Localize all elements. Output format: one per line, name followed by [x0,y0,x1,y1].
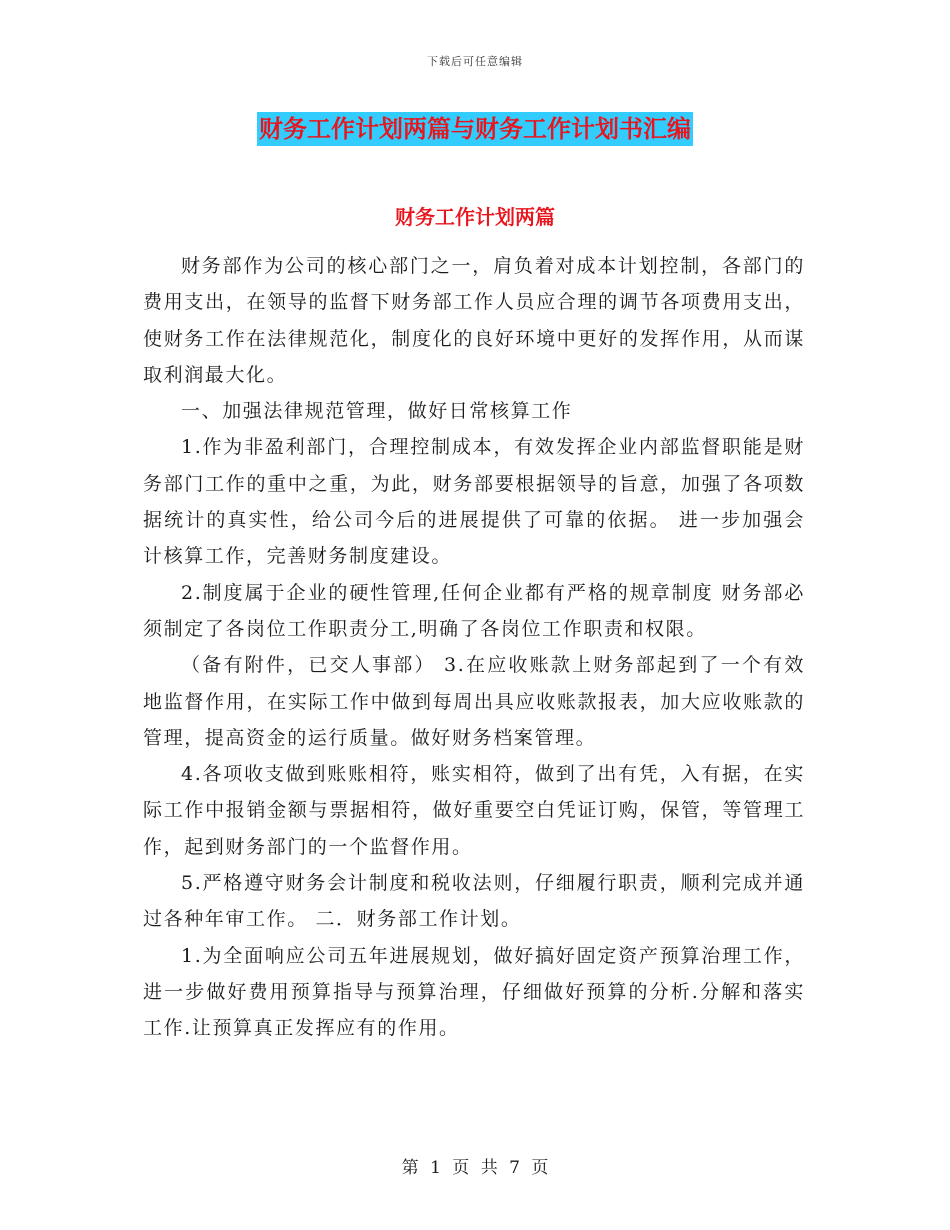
paragraph-item-5: 5.严格遵守财务会计制度和税收法则，仔细履行职责，顺利完成并通过各种年审工作。 二．财务部工作计划。 [143,872,805,931]
paragraph-item-2: 2.制度属于企业的硬性管理,任何企业都有严格的规章制度 财务部必须制定了各岗位工作职责分工,明确了各岗位工作职责和权限。 [143,581,805,640]
page-footer: 第 1 页 共 7 页 [401,1158,549,1178]
paragraph-item-4: 4.各项收支做到账账相符，账实相符，做到了出有凭，入有据，在实际工作中报销金额与票据相符，做好重要空白凭证订购，保管，等管理工作，起到财务部门的一个监督作用。 [143,763,805,858]
paragraph-item-3: （备有附件，已交人事部） 3.在应收账款上财务部起到了一个有效地监督作用，在实际工作中做到每周出具应收账款报表，加大应收账款的管理，提高资金的运行质量。做好财务档案管理。 [143,654,805,749]
main-title-container [0,112,950,146]
header-note: 下载后可任意编辑 [427,55,523,68]
document-body [143,248,805,1047]
paragraph-intro: 财务部作为公司的核心部门之一，肩负着对成本计划控制，各部门的费用支出，在领导的监督下财务部工作人员应合理的调节各项费用支出，使财务工作在法律规范化，制度化的良好环境中更好的发挥作用，从而谋取利润最大化。 [143,255,805,386]
paragraph-item-1: 1.作为非盈利部门，合理控制成本，有效发挥企业内部监督职能是财务部门工作的重中之重，为此，财务部要根据领导的旨意，加强了各项数据统计的真实性，给公司今后的进展提供了可靠的依据。 进一步加强会计核算工作，完善财务制度建设。 [143,436,805,568]
main-title: 财务工作计划两篇与财务工作计划书汇编 [257,112,693,146]
section-title: 财务工作计划两篇 [395,205,555,229]
paragraph-heading-1: 一、加强法律规范管理，做好日常核算工作 [181,400,573,423]
paragraph-plan-1: 1.为全面响应公司五年进展规划，做好搞好固定资产预算治理工作，进一步做好费用预算指导与预算治理，仔细做好预算的分析.分解和落实工作.让预算真正发挥应有的作用。 [143,944,805,1040]
